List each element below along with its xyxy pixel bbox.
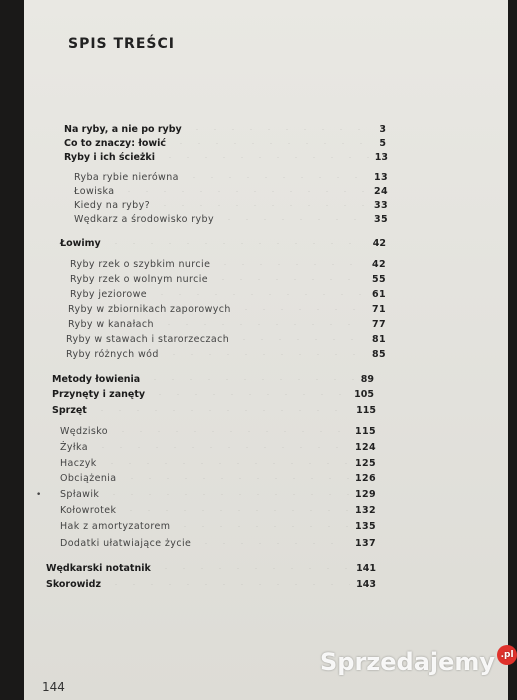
leader-dots <box>197 543 349 544</box>
leader-dots <box>107 243 367 244</box>
leader-dots <box>153 294 366 295</box>
toc-entry-title: Obciążenia <box>60 472 117 484</box>
toc-entry-title: Hak z amortyzatorem <box>60 520 171 532</box>
toc-entry-title: Metody łowienia <box>52 373 141 385</box>
leader-dots <box>237 309 366 310</box>
toc-entry-page: 24 <box>373 185 388 197</box>
toc-entry-page: 71 <box>371 303 386 315</box>
leader-dots <box>105 494 349 495</box>
leader-dots <box>120 191 368 192</box>
toc-entry-page: 105 <box>354 388 374 400</box>
toc-entry-title: Kiedy na ryby? <box>74 199 151 211</box>
toc-entry-page: 135 <box>354 520 376 532</box>
watermark-badge: .pl <box>497 645 517 665</box>
toc-entry <box>60 519 376 533</box>
toc-entry-title: Na ryby, a nie po ryby <box>64 123 182 135</box>
toc-entry-title: Kołowrotek <box>60 504 117 516</box>
toc-entry <box>52 403 376 417</box>
toc-entry <box>52 387 374 401</box>
toc-entry-title: Przynęty i zanęty <box>52 388 146 400</box>
page-number: 144 <box>42 680 65 694</box>
toc-entry-title: Ryby jeziorowe <box>70 288 148 300</box>
toc-entry-page: 129 <box>354 488 376 500</box>
leader-dots <box>114 431 349 432</box>
toc-entry-title: Ryby rzek o wolnym nurcie <box>70 273 209 285</box>
leader-dots <box>185 177 368 178</box>
toc-entry <box>74 212 388 226</box>
toc-entry-title: Spławik <box>60 488 100 500</box>
toc-entry-page: 42 <box>372 237 386 249</box>
toc-entry <box>70 257 386 271</box>
toc-entry <box>64 122 386 136</box>
toc-entry <box>70 272 386 286</box>
leader-dots <box>235 339 366 340</box>
watermark <box>320 648 517 676</box>
book-page <box>24 0 514 700</box>
leader-dots <box>161 157 369 158</box>
toc-entry <box>64 150 388 164</box>
toc-entry <box>60 424 376 438</box>
leader-dots <box>172 143 373 144</box>
toc-entry-page: 141 <box>356 562 376 574</box>
toc-entry-title: Ryby w zbiornikach zaporowych <box>68 303 231 315</box>
toc-entry <box>60 487 376 501</box>
toc-entry-page: 132 <box>354 504 376 516</box>
leader-dots <box>146 379 355 380</box>
leader-dots <box>188 129 374 130</box>
toc-entry-title: Wędzisko <box>60 425 109 437</box>
toc-entry-page: 125 <box>354 457 376 469</box>
toc-entry <box>60 536 376 550</box>
toc-entry-page: 77 <box>371 318 386 330</box>
leader-dots <box>103 463 349 464</box>
toc-entry-title: Ryby w stawach i starorzeczach <box>66 333 230 345</box>
toc-entry-page: 55 <box>371 273 386 285</box>
leader-dots <box>176 526 349 527</box>
toc-entry-page: 124 <box>354 441 376 453</box>
toc-entry <box>74 170 388 184</box>
toc-entry-page: 89 <box>360 373 374 385</box>
toc-entry <box>60 456 376 470</box>
toc-entry-page: 13 <box>373 171 388 183</box>
toc-entry-page: 137 <box>354 537 376 549</box>
toc-entry-page: 13 <box>374 151 388 163</box>
toc-entry-page: 85 <box>371 348 386 360</box>
toc-entry <box>46 577 376 591</box>
toc-entry <box>68 302 386 316</box>
leader-dots <box>220 219 368 220</box>
toc-entry-page: 61 <box>371 288 386 300</box>
toc-entry-title: Sprzęt <box>52 404 87 416</box>
toc-entry-page: 126 <box>354 472 376 484</box>
leader-dots <box>216 264 366 265</box>
toc-entry <box>46 561 376 575</box>
leader-dots <box>122 510 349 511</box>
toc-entry-page: 35 <box>373 213 388 225</box>
leader-dots <box>93 410 350 411</box>
toc-entry-page: 42 <box>371 258 386 270</box>
toc-entry <box>60 471 376 485</box>
toc-entry <box>66 332 386 346</box>
toc-entry-title: Żyłka <box>60 441 88 453</box>
toc-entry <box>60 503 376 517</box>
toc-entry-title: Ryba rybie nierówna <box>74 171 179 183</box>
leader-dots <box>165 354 366 355</box>
leader-dots <box>160 324 366 325</box>
toc-entry-title: Łowiska <box>74 185 115 197</box>
toc-entry-page: 115 <box>356 404 376 416</box>
toc-entry-page: 143 <box>356 578 376 590</box>
toc-entry <box>66 347 386 361</box>
leader-dots <box>107 584 350 585</box>
toc-entry-title: Ryby w kanałach <box>68 318 154 330</box>
leader-dots <box>156 205 368 206</box>
toc-entry-title: Dodatki ułatwiające życie <box>60 537 192 549</box>
toc-entry-title: Haczyk <box>60 457 97 469</box>
toc-entry-title: Ryby i ich ścieżki <box>64 151 155 163</box>
toc-entry <box>74 198 388 212</box>
toc-entry-title: Ryby różnych wód <box>66 348 159 360</box>
toc-entry-title: Ryby rzek o szybkim nurcie <box>70 258 211 270</box>
leader-dots <box>151 394 348 395</box>
page-title: SPIS TREŚCI <box>68 36 175 52</box>
toc-entry-title: Co to znaczy: łowić <box>64 137 167 149</box>
watermark-text: Sprzedajemy <box>320 648 496 676</box>
leader-dots <box>214 279 366 280</box>
toc-entry <box>70 287 386 301</box>
toc-entry-page: 5 <box>379 137 386 149</box>
toc-entry-page: 3 <box>379 123 386 135</box>
toc-entry-page: 33 <box>373 199 388 211</box>
toc-entry <box>60 440 376 454</box>
toc-entry-title: Wędkarz a środowisko ryby <box>74 213 215 225</box>
toc-entry <box>68 317 386 331</box>
toc-entry-title: Skorowidz <box>46 578 102 590</box>
toc-entry <box>64 136 386 150</box>
bullet-mark: • <box>36 490 42 500</box>
toc-entry-title: Łowimy <box>60 237 101 249</box>
leader-dots <box>94 447 349 448</box>
leader-dots <box>157 568 350 569</box>
toc-entry-page: 81 <box>371 333 386 345</box>
toc-entry-title: Wędkarski notatnik <box>46 562 151 574</box>
toc-entry <box>74 184 388 198</box>
toc-entry <box>52 372 374 386</box>
leader-dots <box>123 478 349 479</box>
toc-entry-page: 115 <box>354 425 376 437</box>
toc-entry <box>60 236 386 250</box>
